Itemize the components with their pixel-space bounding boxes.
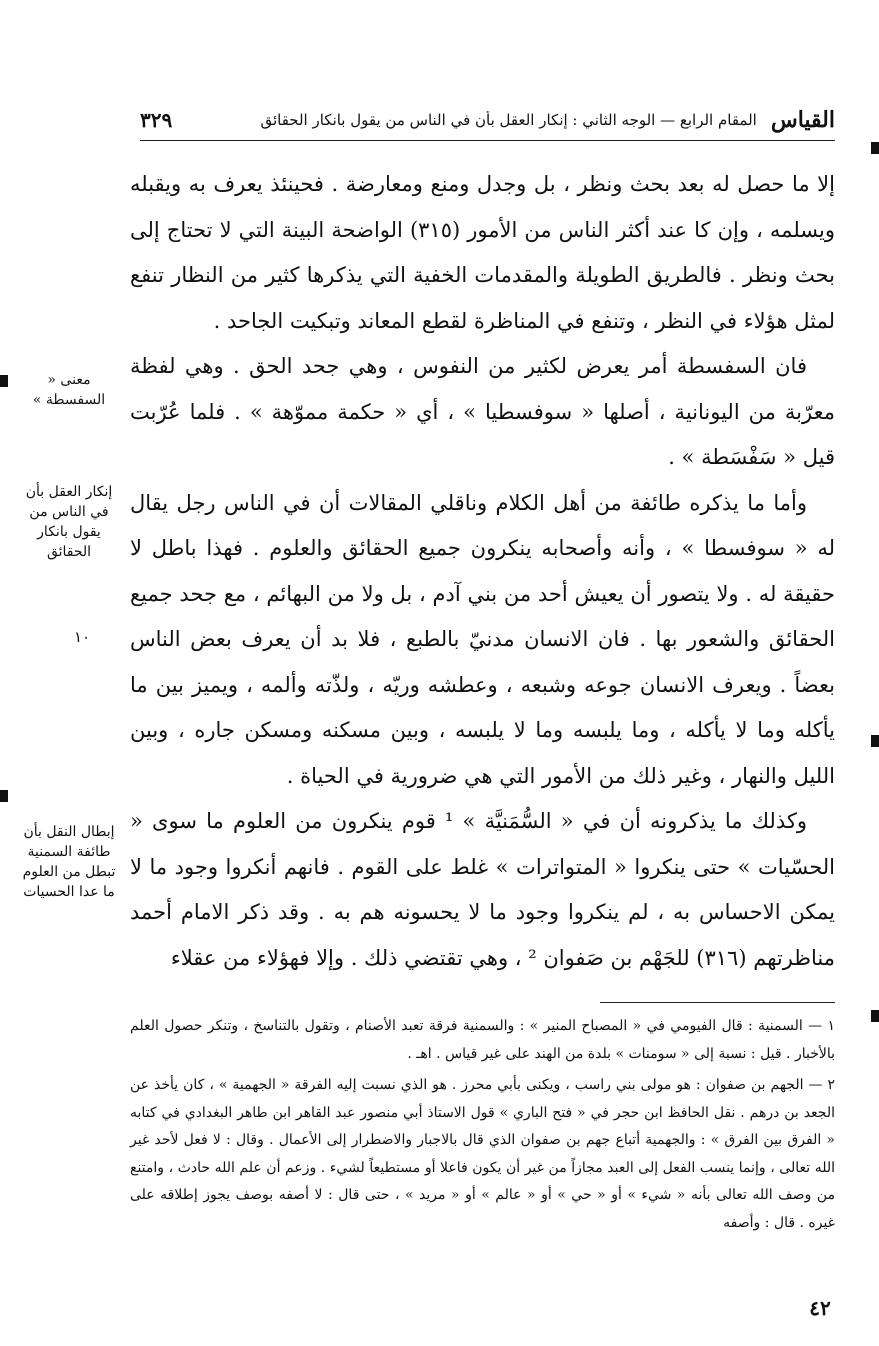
margin-note: إبطال النقل بأن طائفة السمنية تبطل من العلوم ما عدا الحسيات: [22, 824, 116, 900]
footnote: ١ — السمنية : قال الفيومي في « المصباح المنير » : والسمنية فرقة تعبد الأصنام ، وتقول بالتناسخ ، وتنكر حصول العلم بالأخبار . قيل : نسبة إلى « سومنات » بلدة من الهند على غير قياس . اهـ .: [130, 1018, 835, 1062]
footer-page-number: ٤٢: [809, 1296, 831, 1320]
scan-edge-mark: [871, 142, 879, 154]
header-title: القياس: [770, 107, 835, 133]
header-page-number: ٣٢٩: [140, 108, 173, 132]
paragraph: وأما ما يذكره طائفة من أهل الكلام وناقلي المقالات أن في الناس رجل يقال له « سوفسطا » ، وأنه وأصحابه ينكرون جميع الحقائق والعلوم . فهذا باطل لا حقيقة له . ولا يتصور أن يعيش أحد من بني آدم ، بل ولا من البهائم ، مع جحد جميع الحقائق والشعور بها . فان الانسان مدنيّ بالطبع ، فلا بد أن يعرف بعض الناس بعضاً . ويعرف الانسان جوعه وشبعه ، وعطشه وريّه ، ولذّته وألمه ، ويميز بين ما يأكله وما لا يأكله ، وما يلبسه وما لا يلبسه ، وبين مسكنه ومسكن جاره ، وبين الليل والنهار ، وغير ذلك من الأمور التي هي ضرورية في الحياة .: [130, 490, 835, 788]
paragraph: فان السفسطة أمر يعرض لكثير من النفوس ، وهي جحد الحق . وهي لفظة معرّبة من اليونانية ، أصلها « سوفسطيا » ، أي « حكمة مموّهة » . فلما عُرّبت قيل « سَفْسَطة » .: [130, 354, 835, 469]
scan-edge-mark: [871, 1010, 879, 1022]
footnotes: [130, 1013, 835, 1241]
footnote-divider: [600, 1002, 835, 1003]
running-header: [140, 100, 835, 141]
margin-note: معنى « السفسطة »: [32, 372, 106, 408]
paragraph: إلا ما حصل له بعد بحث ونظر ، بل وجدل ومنع ومعارضة . فحينئذ يعرف به ويقبله ويسلمه ، وإن كا عند أكثر الناس من الأمور (٣١٥) الواضحة البينة التي لا تحتاج إلى بحث ونظر . فالطريق الطويلة والمقدمات الخفية التي يذكرها كثير من النظار تنفع لمثل هؤلاء في النظر ، وتنفع في المناظرة لقطع المعاند وتبكيت الجاحد .: [130, 172, 835, 333]
scan-edge-mark: [871, 735, 879, 747]
scan-edge-mark: [0, 790, 8, 802]
paragraph: وكذلك ما يذكرونه أن في « السُّمَنيَّة » ¹ قوم ينكرون من العلوم ما سوى « الحسّيات » حتى ينكروا « المتواترات » غلط على القوم . فانهم أنكروا وجود ما لا يمكن الاحساس به ، لم ينكروا وجود ما لا يحسونه هم به . وقد ذكر الامام أحمد مناظرتهم (٣١٦) للجَهْم بن صَفوان ² ، وهي تقتضي ذلك . وإلا فهؤلاء من عقلاء: [130, 809, 835, 970]
margin-note: إنكار العقل بأن في الناس من يقول بانكار الحقائق: [25, 484, 113, 560]
main-text: [130, 162, 835, 981]
footnote: ٢ — الجهم بن صفوان : هو مولى بني راسب ، ويكنى بأبي محرز . هو الذي نسبت إليه الفرقة « الجهمية » ، كان يأخذ عن الجعد بن درهم . نقل الحافظ ابن حجر في « فتح الباري » قول الاستاذ أبي منصور عبد القاهر ابن طاهر البغدادي في كتابه « الفرق بين الفرق » : والجهمية أتباع جهم بن صفوان الذي قال بالاجبار والاضطرار إلى الأعمال . وقال : لا فعل لأحد غير الله تعالى ، وإنما ينسب الفعل إلى العبد مجازاً من غير أن يكون فاعلا أو مستطيعاً لشيء . وزعم أن علم الله حادث ، وامتنع من وصف الله تعالى بأنه « شيء » أو « حي » أو « عالم » أو « مريد » ، حتى قال : لا أصفه بوصف يجوز إطلاقه على غيره . قال : وأصفه: [130, 1077, 835, 1231]
header-subtitle: المقام الرابع — الوجه الثاني : إنكار العقل بأن في الناس من يقول بانكار الحقائق: [260, 111, 757, 129]
scan-edge-mark: [0, 375, 8, 387]
margin-line-number: ١٠: [73, 628, 91, 646]
